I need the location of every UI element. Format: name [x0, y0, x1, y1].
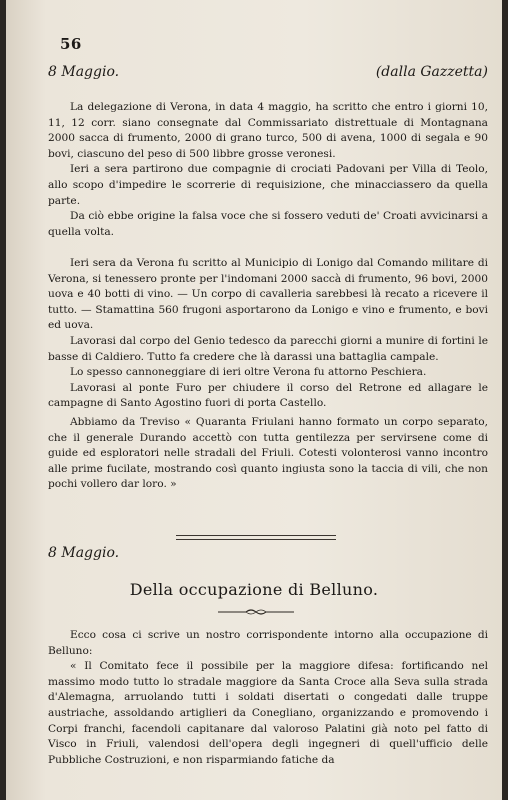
article-belluno: [48, 628, 488, 768]
header-source: (dalla Gazzetta): [375, 64, 488, 80]
paragraph: Lavorasi al ponte Furo per chiudere il corso del Retrone ed allagare le campagne di Santo Agostino fuori di porta Castello.: [48, 381, 488, 410]
paragraph: Ecco cosa ci scrive un nostro corrispondente intorno alla occupazione di Belluno:: [48, 629, 488, 657]
running-header: [48, 64, 488, 84]
page-number: 56: [60, 35, 82, 53]
article-lonigo: [48, 256, 488, 412]
ornament-divider: [216, 607, 296, 617]
section-divider: [176, 535, 336, 540]
header-date: 8 Maggio.: [48, 64, 120, 80]
paragraph: Ieri sera da Verona fu scritto al Municipio di Lonigo dal Comando militare di Verona, si tenessero pronte per l'indomani 2000 saccà di frumento, 96 bovi, 2000 uova e 40 botti di vino. — Un corpo di cavalleria sarebbesi là recato a ricevere il tutto. — Stamattina 560 frugoni asportarono da Lonigo e vino e frumento, e bovi ed uova.: [48, 257, 488, 332]
paragraph: Lavorasi dal corpo del Genio tedesco da parecchi giorni a munire di fortini le basse di Caldiero. Tutto fa credere che là darassi una battaglia campale.: [48, 334, 488, 363]
paragraph: Lo spesso cannoneggiare di ieri oltre Verona fu attorno Peschiera.: [70, 366, 427, 379]
section-title: Della occupazione di Belluno.: [129, 580, 379, 599]
article-verona-requisition: [48, 100, 488, 240]
paragraph: Da ciò ebbe origine la falsa voce che si fossero veduti de' Croati avvicinarsi a quella volta.: [48, 210, 488, 238]
paragraph: La delegazione di Verona, in data 4 maggio, ha scritto che entro i giorni 10, 11, 12 corr. siano consegnate dal Commissariato distrettuale di Montagnana 2000 sacca di frumento, 2000 di grano turco, 500 di avena, 1000 di segala e 90 bovi, ciascuno del peso di 500 libbre grosse veronesi.: [48, 101, 488, 160]
paragraph: Abbiamo da Treviso « Quaranta Friulani hanno formato un corpo separato, che il generale Durando accettò con tutta gentilezza per servirsene come di guide ed esploratori nelle stradali del Friuli. Cotesti volonterosi vanno incontro alle prime fucilate, mostrando così quanto ingiusta sono la taccia di vili, che non pochi vollero dar loro. »: [48, 416, 488, 491]
article-treviso: [48, 415, 488, 493]
book-page: [6, 0, 502, 800]
section-date: 8 Maggio.: [48, 545, 120, 561]
paragraph: « Il Comitato fece il possibile per la maggiore difesa: fortificando nel massimo modo tutto lo stradale maggiore da Santa Croce alla Seva sulla strada d'Alemagna, arruolando tutti i soldati disertati o congedati dalle truppe austriache, assoldando artiglieri da Conegliano, organizzando e promovendo i Corpi franchi, facendoli capitanare dal valoroso Palatini già noto pel fatto di Visco in Friuli, valendosi dell'opera degli ingegneri di quell'ufficio delle Pubbliche Costruzioni, e non risparmiando fatiche da: [48, 660, 488, 766]
paragraph: Ieri a sera partirono due compagnie di crociati Padovani per Villa di Teolo, allo scopo d'impedire le scorrerie di requisizione, che minacciassero da quella parte.: [48, 163, 488, 207]
